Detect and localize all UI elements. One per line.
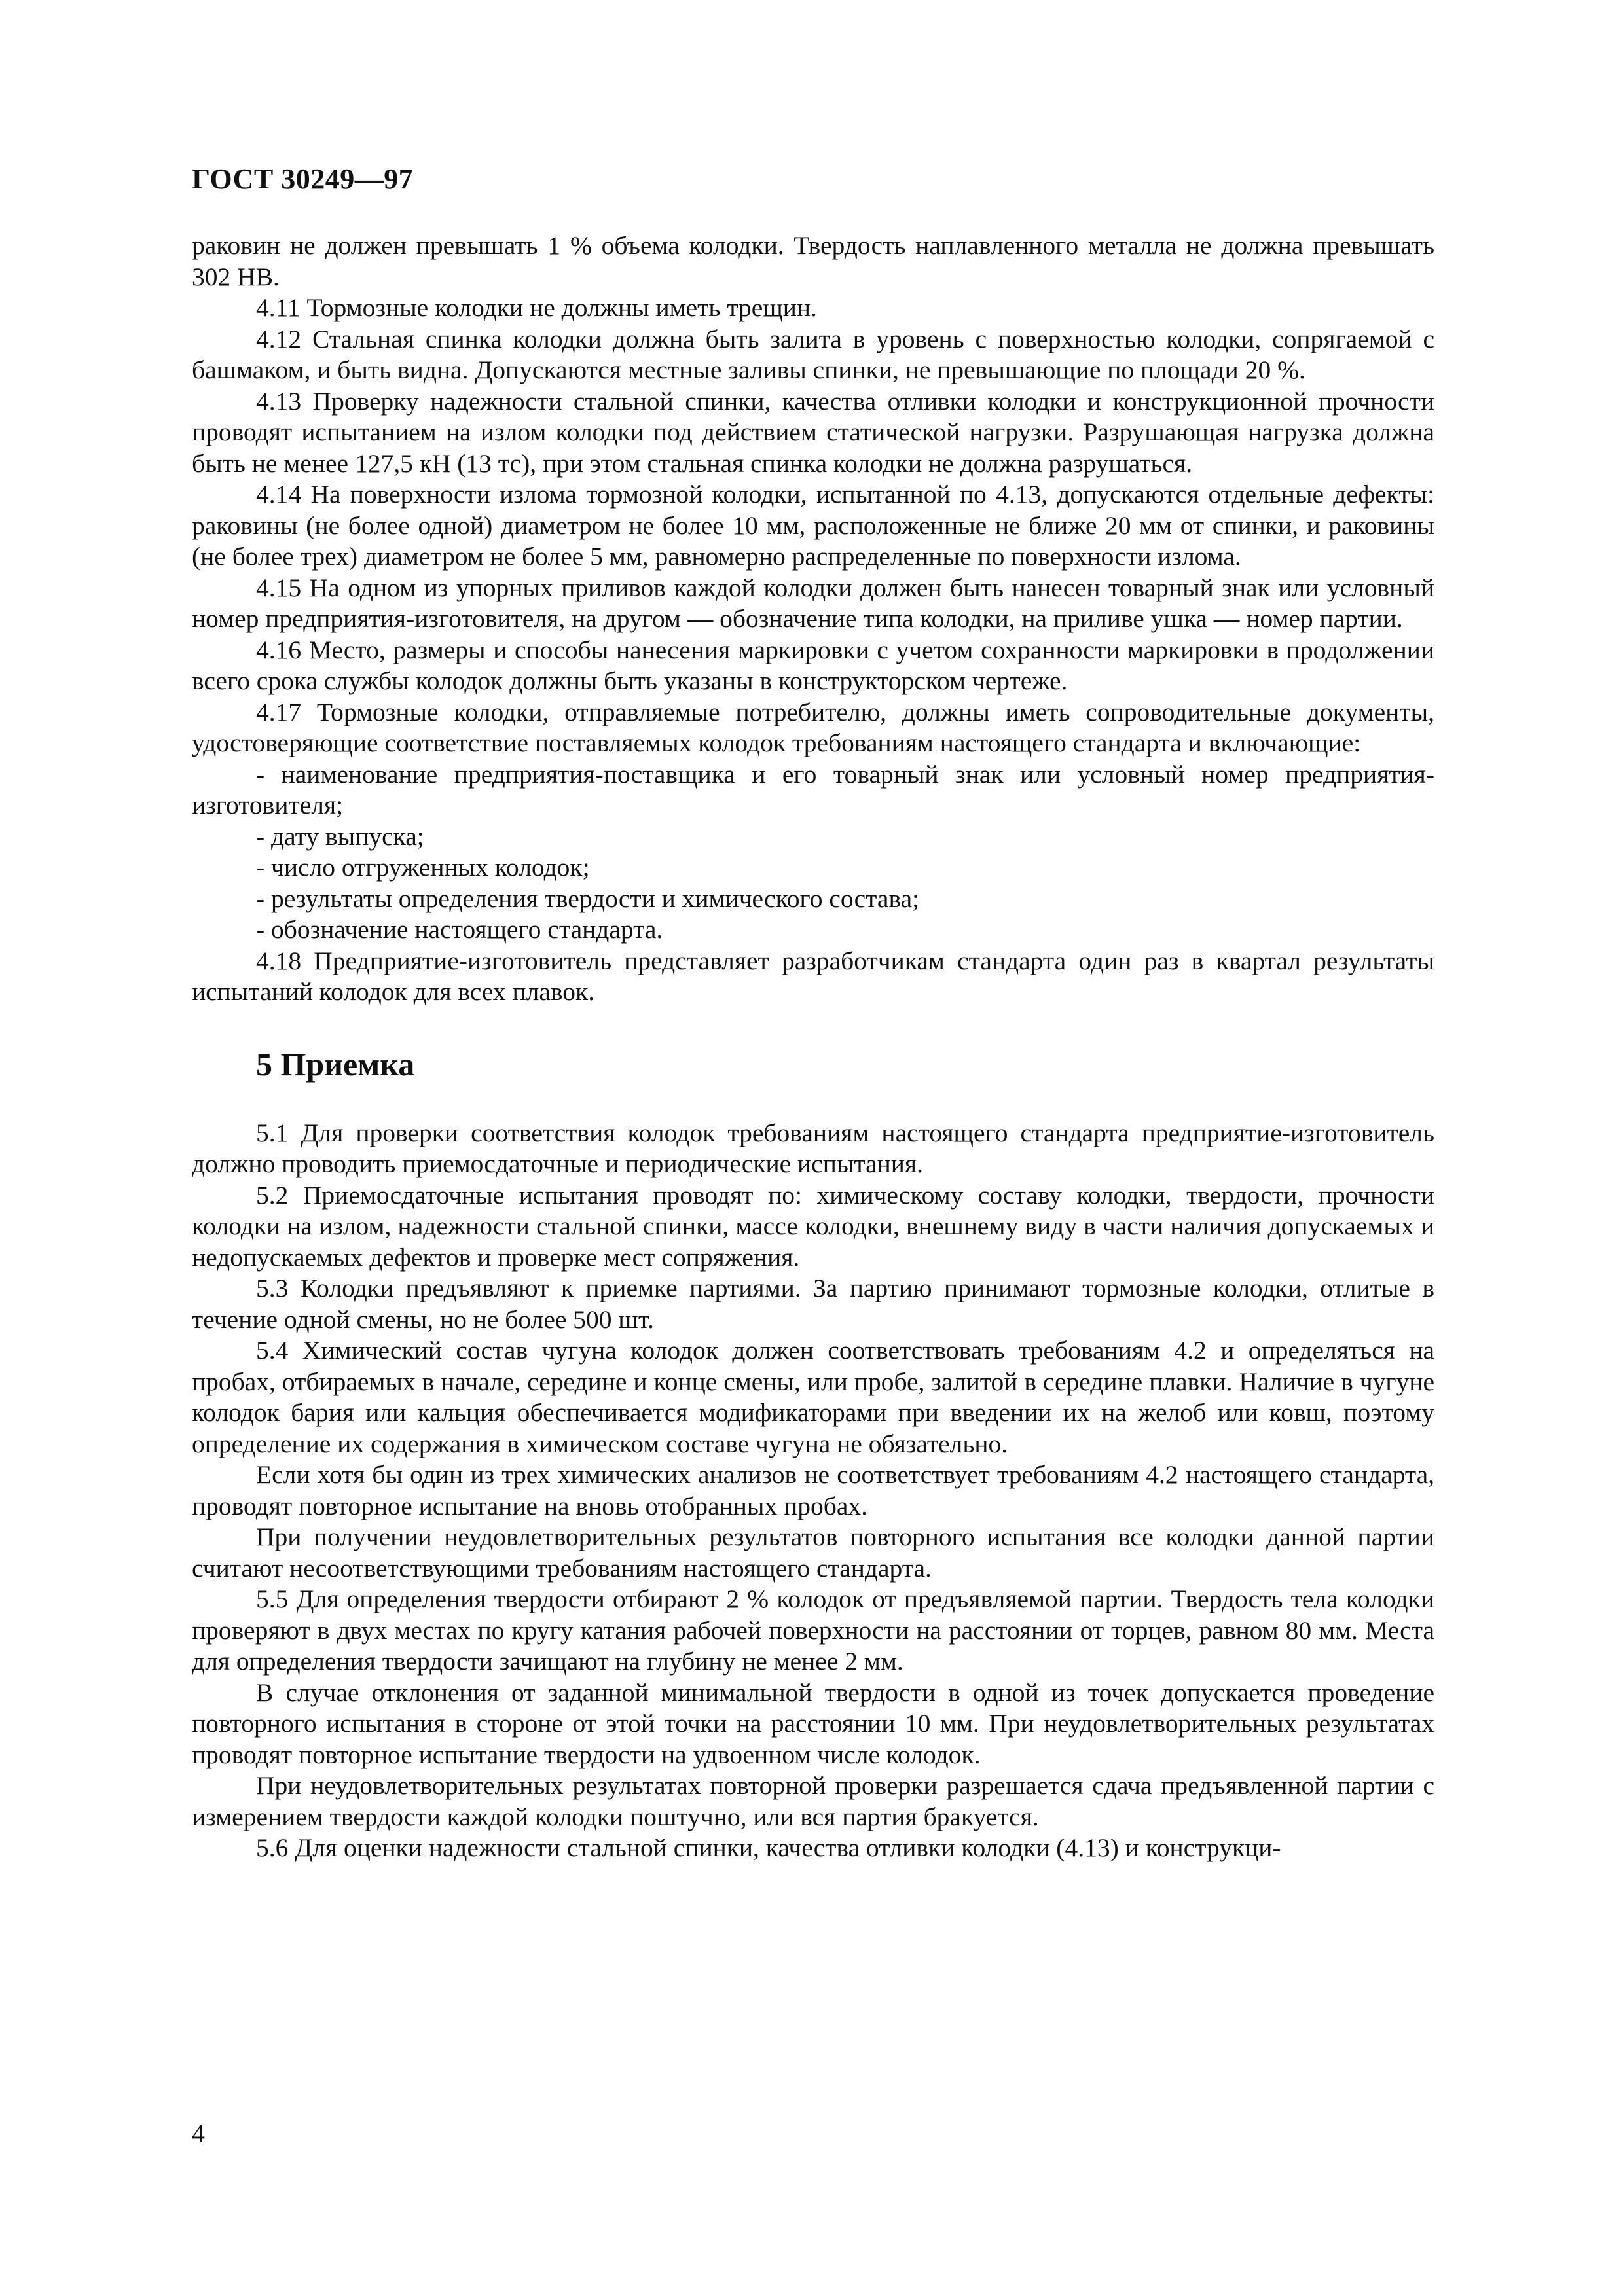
paragraph-5-3: 5.3 Колодки предъявляют к приемке партиями. За партию принимают тормозные колодки, отлитые в течение одной смены, но не более 500 шт.	[192, 1274, 1434, 1334]
document-body	[192, 230, 1434, 1864]
paragraph-4-15: 4.15 На одном из упорных приливов каждой колодки должен быть нанесен товарный знак или условный номер предприятия-изготовителя, на другом — обозначение типа колодки, на приливе ушка — номер партии.	[192, 573, 1434, 633]
section-title: 5 Приемка	[256, 1045, 415, 1083]
paragraph-4-17: 4.17 Тормозные колодки, отправляемые потребителю, должны иметь сопроводительные документы, удостоверяющие соответствие поставляемых колодок требованиям настоящего стандарта и включающие:	[192, 697, 1434, 757]
document-header: ГОСТ 30249—97	[192, 163, 414, 195]
paragraph-4-17-e: - обозначение настоящего стандарта.	[256, 915, 663, 944]
paragraph-5-4-c: При получении неудовлетворительных результатов повторного испытания все колодки данной партии считают несоответствующими требованиям настоящего стандарта.	[192, 1522, 1434, 1583]
paragraph-4-17-c: - число отгруженных колодок;	[256, 853, 590, 882]
paragraph-cont: раковин не должен превышать 1 % объема колодки. Твердость наплавленного металла не должна превышать 302 НВ.	[192, 231, 1434, 291]
paragraph-4-18: 4.18 Предприятие-изготовитель представляет разработчикам стандарта один раз в квартал результаты испытаний колодок для всех плавок.	[192, 946, 1434, 1006]
paragraph-4-16: 4.16 Место, размеры и способы нанесения маркировки с учетом сохранности маркировки в продолжении всего срока службы колодок должны быть указаны в конструкторском чертеже.	[192, 635, 1434, 695]
paragraph-5-6: 5.6 Для оценки надежности стальной спинки, качества отливки колодки (4.13) и конструкци-	[256, 1833, 1281, 1862]
paragraph-4-13: 4.13 Проверку надежности стальной спинки, качества отливки колодки и конструкционной прочности проводят испытанием на излом колодки под действием статической нагрузки. Разрушающая нагрузка должна быть не менее 127,5 кН (13 тс), при этом стальная спинка колодки не должна разрушаться.	[192, 386, 1434, 478]
paragraph-4-12: 4.12 Стальная спинка колодки должна быть залита в уровень с поверхностью колодки, сопрягаемой с башмаком, и быть видна. Допускаются местные заливы спинки, не превышающие по площади 20 %.	[192, 324, 1434, 384]
paragraph-4-11: 4.11 Тормозные колодки не должны иметь трещин.	[256, 293, 817, 322]
paragraph-5-1: 5.1 Для проверки соответствия колодок требованиям настоящего стандарта предприятие-изготовитель должно проводить приемосдаточные и периодические испытания.	[192, 1118, 1434, 1178]
paragraph-5-5: 5.5 Для определения твердости отбирают 2 % колодок от предъявляемой партии. Твердость тела колодки проверяют в двух местах по кругу катания рабочей поверхности на расстоянии от торцев, равном 80 мм. Места для определения твердости зачищают на глубину не менее 2 мм.	[192, 1585, 1434, 1676]
paragraph-5-5-b: В случае отклонения от заданной минимальной твердости в одной из точек допускается проведение повторного испытания в стороне от этой точки на расстоянии 10 мм. При неудовлетворительных результатах проводят повторное испытание твердости на удвоенном числе колодок.	[192, 1677, 1434, 1769]
paragraph-4-17-b: - дату выпуска;	[256, 821, 424, 851]
paragraph-5-4-b: Если хотя бы один из трех химических анализов не соответствует требованиям 4.2 настоящего стандарта, проводят повторное испытание на вновь отобранных пробах.	[192, 1460, 1434, 1520]
paragraph-5-5-c: При неудовлетворительных результатах повторной проверки разрешается сдача предъявленной партии с измерением твердости каждой колодки поштучно, или вся партия бракуется.	[192, 1771, 1434, 1831]
acceptance-paragraphs	[192, 1118, 1434, 1864]
requirements-paragraphs	[192, 230, 1434, 1008]
paragraph-4-17-a: - наименование предприятия-поставщика и его товарный знак или условный номер предприятия-изготовителя;	[192, 759, 1434, 819]
paragraph-5-2: 5.2 Приемосдаточные испытания проводят по: химическому составу колодки, твердости, прочности колодки на излом, надежности стальной спинки, массе колодки, внешнему виду в части наличия допускаемых и недопускаемых дефектов и проверке мест сопряжения.	[192, 1180, 1434, 1272]
paragraph-5-4: 5.4 Химический состав чугуна колодок должен соответствовать требованиям 4.2 и определяться на пробах, отбираемых в начале, середине и конце смены, или пробе, залитой в середине плавки. Наличие в чугуне колодок бария или кальция обеспечивается модификаторами при введении их на желоб или ковш, поэтому определение их содержания в химическом составе чугуна не обязательно.	[192, 1336, 1434, 1458]
paragraph-4-17-d: - результаты определения твердости и химического состава;	[256, 884, 920, 913]
paragraph-4-14: 4.14 На поверхности излома тормозной колодки, испытанной по 4.13, допускаются отдельные дефекты: раковины (не более одной) диаметром не более 10 мм, расположенные не ближе 20 мм от спинки, и раковины (не более трех) диаметром не более 5 мм, равномерно распределенные по поверхности излома.	[192, 480, 1434, 571]
page-number: 4	[192, 2119, 205, 2148]
